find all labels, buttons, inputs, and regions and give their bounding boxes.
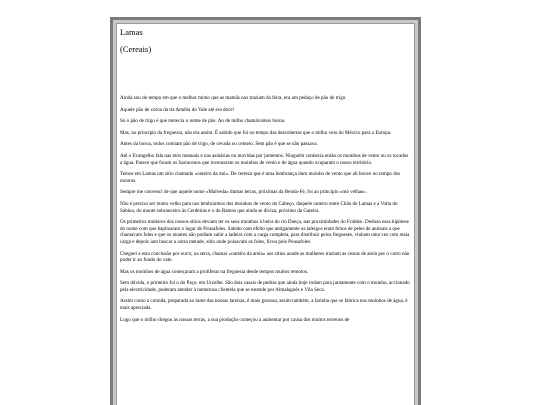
paragraph: Assim como a comida, preparada ao lume das nossas lareiras, é mais gostosa, assim também, a farinha que se fabrica nos moinhos de água, é mais apreciada. bbox=[120, 298, 408, 312]
paragraph: Ainda sou do tempo em que o melhor mimo que as mamãs nos traziam da feira, era um pedaço de pão de trigo. bbox=[120, 95, 347, 101]
paragraph: Sem dúvida, o primeiro foi o do Paço, em Urzelhe. São dois casais de pedras que ainda hoje rodam para juntamente com o moinho, accionado pela electricidade, puderam atender à numerosa clientela que se estende por Almalaguês e Vila Seca. bbox=[120, 280, 410, 293]
document-body bbox=[120, 95, 410, 323]
paragraph: Temos em Lamas um sítio chamado «outeiro da mó». De certeza que é uma lembrança dum moinho de vento que ali houve no tempo dos mouros. bbox=[120, 171, 401, 184]
document-title: Lamas bbox=[120, 27, 143, 37]
paragraph: Mas os moinhos de água começaram a proliferar na freguesia desde tempos muitos remotos. bbox=[120, 268, 309, 275]
paragraph: Logo que o milho chegou às nossas terras, a sua produção começou a aumentar por causa dos muitos terrenos de bbox=[120, 316, 350, 323]
paragraph: Os primeiros moleiros dos nossos sítios deviam ter os seus moinhos à beira do rio Dueça, nas proximidades do Fraldeu. Deduzo essa hipótese do nome com que baptizaram o lugar de Pousafoles. Sabido com efeito que antigamente os taleigos eram feitos de peles de animais a que chamavam foles e que os muares não podiam subir a ladeira com a carga completa, para distribuir pelos fregueses, vinham uma vez com meia carga e depois iam buscar a outra metade, sítio onde poisavam os foles, ficou pois Pousafoles. bbox=[120, 219, 410, 245]
paragraph: Só o pão de trigo é que merecia o nome de pão. Ao de milho chamávamos boroa. bbox=[120, 118, 286, 125]
document-page bbox=[116, 23, 415, 405]
paragraph: Até o Evangelho fala nas mós manuais e nas asinárias ou movidas por jumentos. Ninguém conhecia então os moinhos de vento ou os tocados a água. Parece que foram os Sarracenos que inventaram os moinhos de vento e de água quando ocuparam o nosso território. bbox=[120, 152, 409, 166]
document-frame bbox=[110, 17, 421, 405]
document-subtitle: (Cereais) bbox=[120, 44, 152, 54]
paragraph: Antes da boroa, todos comiam pão de trigo, de cevada ou centeio. Sem pão é que se não passava. bbox=[120, 141, 318, 148]
title-spacer bbox=[120, 55, 410, 95]
paragraph: Não é preciso ser muito velho para nos lembrarmos dos moinhos de vento do Cabeço, daquele outeiro entre Chão de Lamas e a Volta do Sabina, do monte sobranceiro às Cerdeiras e o do Ramos que ainda se diviza, próximo da Gateira. bbox=[120, 200, 398, 214]
paragraph: Mas, no princípio da freguesia, não era assim. É sabido que foi no tempo das descobertas que o milho veio do México para a Europa. bbox=[120, 129, 392, 136]
paragraph: Cheguei a esta conclusão por ouvir, na serra, chamar «outeiro da areia» aos sítios aonde as mulheres traziam as cestas de areia por o carro não poder ir ao fundo do vale. bbox=[120, 250, 410, 264]
paragraph: Sempre me convenci de que aquele nome «Malveda» dumas terras, próximas da Benda-Fé, foi ao princípio «mó velhas». bbox=[120, 189, 367, 196]
paragraph: Aquele pão de coroa da tia Amélia do Vale até era doce! bbox=[120, 106, 235, 113]
